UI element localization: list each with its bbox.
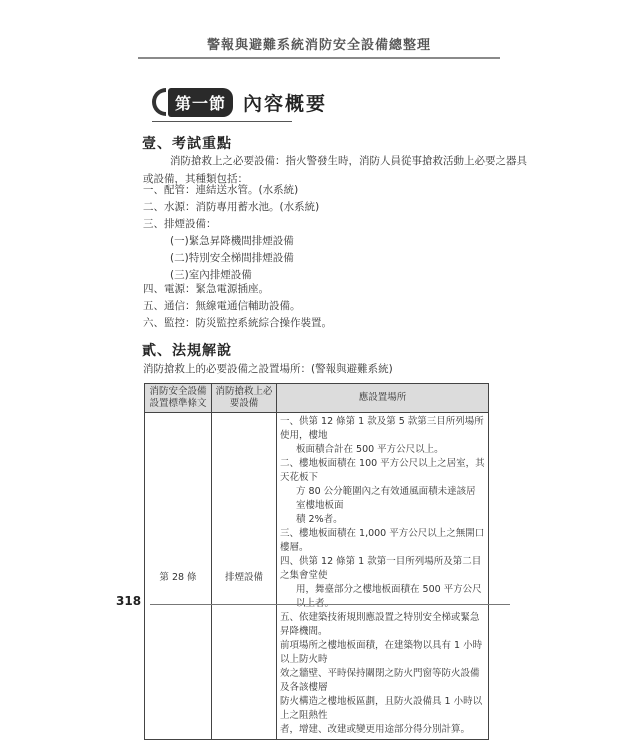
place-line: 板面積合計在 500 平方公尺以上。 xyxy=(296,444,444,455)
place-line: 一、供第 12 條第 1 款及第 5 款第三目所列場所使用，樓地 xyxy=(280,416,484,441)
place-line: 四、供第 12 條第 1 款第一目所列場所及第二目之集會堂使 xyxy=(280,556,482,581)
list-item: 一、配管：連結送水管。(水系統) xyxy=(143,184,299,196)
place-line: 三、樓地板面積在 1,000 平方公尺以上之無開口樓層。 xyxy=(280,528,485,553)
place-line: 前項場所之樓地板面積，在建築物以具有 1 小時以上防火時 xyxy=(280,640,483,665)
cell-equipment: 排煙設備 xyxy=(212,413,277,740)
intro-line-2: 或設備，其種類包括： xyxy=(143,173,248,185)
section-tag: 第一節 xyxy=(168,88,233,117)
intro-line-1: 消防搶救上之必要設備：指火警發生時，消防人員從事搶救活動上必要之器具 xyxy=(170,155,527,167)
regulations-table xyxy=(144,383,489,740)
place-line: 者，增建、改建或變更用途部分得分別計算。 xyxy=(280,724,471,735)
list-item: 三、排煙設備： xyxy=(143,218,217,230)
sub-item-list xyxy=(170,233,294,284)
header-required-equipment: 消防搶救上必要設備 xyxy=(212,384,277,413)
header-installation-places: 應設置場所 xyxy=(277,384,489,413)
list-item: 四、電源：緊急電源插座。 xyxy=(143,283,269,295)
page-number: 318 xyxy=(116,594,142,608)
list-item: 六、監控：防災監控系統綜合操作裝置。 xyxy=(143,317,332,329)
running-header: 警報與避難系統消防安全設備總整理 xyxy=(138,34,500,59)
place-line: 積 2%者。 xyxy=(296,514,343,525)
bracket-ornament xyxy=(152,88,166,116)
sub-list-item: (一)緊急昇降機間排煙設備 xyxy=(170,235,294,247)
place-line: 方 80 公分範圍內之有效通風面積未達該居室樓地板面 xyxy=(296,486,476,511)
place-line: 用，舞臺部分之樓地板面積在 500 平方公尺以上者。 xyxy=(296,584,482,609)
place-line: 效之牆壁、平時保持關閉之防火門窗等防火設備及各該樓層 xyxy=(280,668,480,693)
section-banner xyxy=(152,87,327,117)
place-line: 防火構造之樓地板區劃，且防火設備具 1 小時以上之阻熱性 xyxy=(280,696,483,721)
heading-exam-focus: 壹、考試重點 xyxy=(142,136,232,152)
cell-places xyxy=(277,413,489,740)
cell-article: 第 28 條 xyxy=(145,413,212,740)
table-header-row xyxy=(145,384,489,413)
header-standard-article: 消防安全設備設置標準條文 xyxy=(145,384,212,413)
sub-list-item: (二)特別安全梯間排煙設備 xyxy=(170,252,294,264)
section-underline xyxy=(152,121,292,122)
heading-regulations: 貳、法規解說 xyxy=(142,343,232,359)
item-list-1 xyxy=(143,182,319,233)
footer-rule xyxy=(150,604,510,605)
place-line: 五、依建築技術規則應設置之特別安全梯或緊急昇降機間。 xyxy=(280,612,480,637)
table-row xyxy=(145,413,489,740)
list-item: 二、水源：消防專用蓄水池。(水系統) xyxy=(143,201,320,213)
regulations-intro: 消防搶救上的必要設備之設置場所：(警報與避難系統) xyxy=(143,363,393,375)
sub-list-item: (三)室內排煙設備 xyxy=(170,269,252,281)
place-line: 二、樓地板面積在 100 平方公尺以上之居室，其天花板下 xyxy=(280,458,485,483)
item-list-2 xyxy=(143,281,332,332)
section-title: 內容概要 xyxy=(243,92,328,115)
list-item: 五、通信：無線電通信輔助設備。 xyxy=(143,300,301,312)
